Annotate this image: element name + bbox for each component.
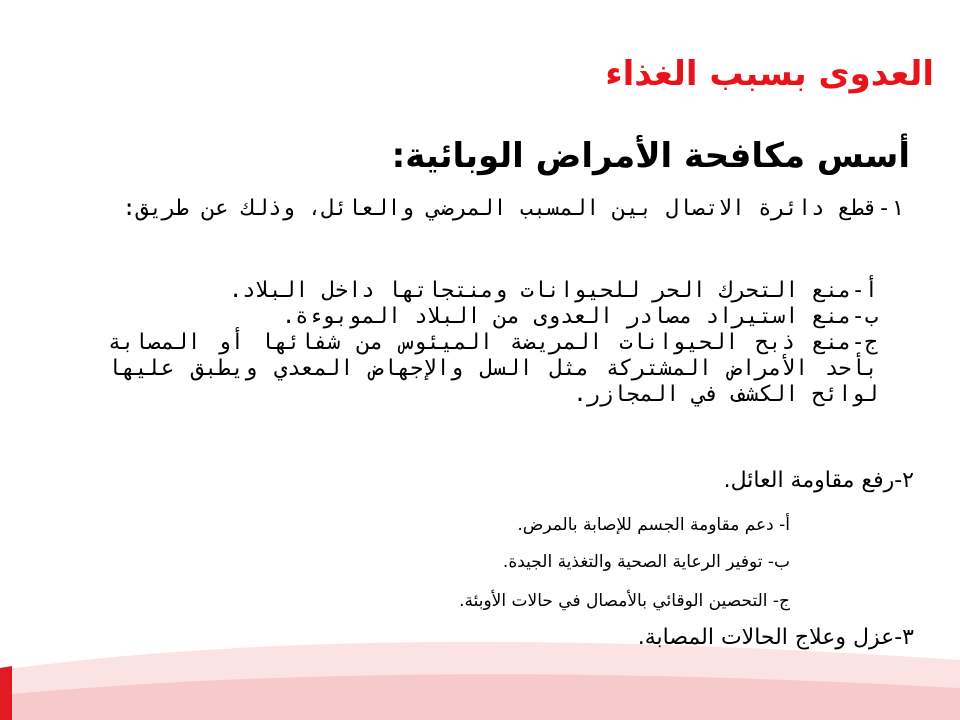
point-3: ٣-عزل وعلاج الحالات المصابة. [637, 625, 914, 650]
point-2-sub-a: أ- دعم مقاومة الجسم للإصابة بالمرض. [517, 515, 790, 535]
point-2-sub-b: ب- توفير الرعاية الصحية والتغذية الجيدة. [502, 552, 790, 572]
point-1-sub-c: ج-منع ذبح الحيوانات المريضة الميئوس من شفائها أو المصابة بأحد الأمراض المشتركة مثل السل والإجهاض المعدي ويطبق عليها لوائح الكشف في المجازر. [108, 330, 878, 407]
point-2: ٢-رفع مقاومة العائل. [723, 468, 914, 493]
point-2-sub-c: ج- التحصين الوقائي بالأمصال في حالات الأوبئة. [459, 591, 790, 611]
swoosh-red-band [0, 666, 12, 720]
point-1-subitems [108, 278, 878, 408]
point-1: ١-قطع دائرة الاتصال بين المسبب المرضي والعائل، وذلك عن طريق: [122, 196, 904, 221]
slide-title: العدوى بسبب الغذاء [605, 54, 934, 94]
point-1-sub-b: ب-منع استيراد مصادر العدوى من البلاد الموبوءة. [281, 304, 878, 329]
slide-heading: أسس مكافحة الأمراض الوبائية: [391, 136, 910, 176]
point-1-sub-a: أ-منع التحرك الحر للحيوانات ومنتجاتها داخل البلاد. [228, 278, 878, 303]
decorative-swoosh [0, 600, 960, 720]
